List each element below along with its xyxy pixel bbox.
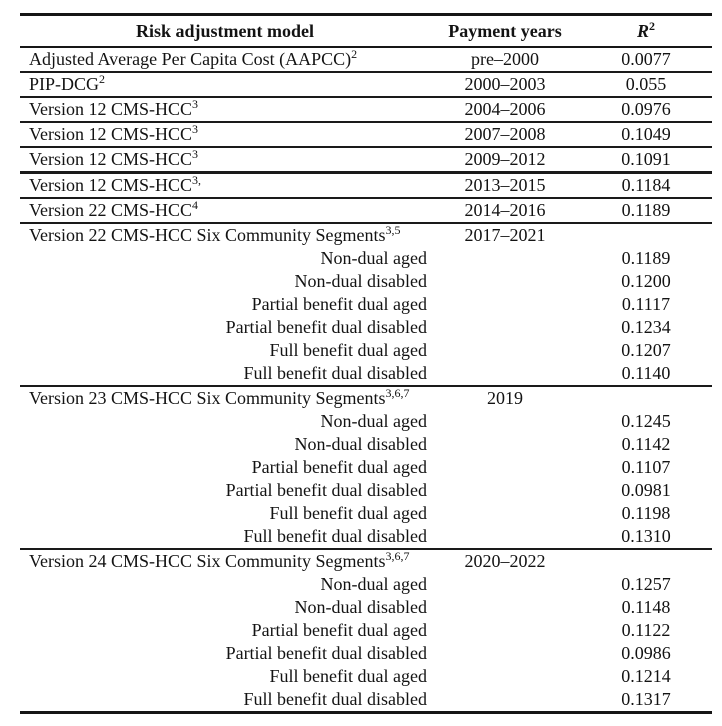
header-r2 (580, 15, 712, 48)
r2-superscript: 2 (649, 18, 655, 33)
r2-cell: 0.0077 (580, 47, 712, 72)
segment-row (20, 573, 712, 596)
segment-label-cell: Full benefit dual aged (269, 666, 427, 686)
payment-years-cell: 2004–2006 (430, 97, 580, 122)
model-label: Version 22 CMS-HCC Six Community Segments (29, 225, 386, 245)
segment-row (20, 525, 712, 549)
segment-label-cell: Non-dual disabled (294, 271, 427, 291)
model-cell (20, 223, 430, 247)
segment-label-cell: Partial benefit dual aged (251, 294, 427, 314)
footnote-sup: 3 (192, 97, 199, 111)
payment-years-cell: 2019 (487, 388, 523, 408)
segment-row (20, 410, 712, 433)
r2-cell: 0.1142 (621, 434, 671, 454)
payment-years-cell (430, 573, 580, 596)
footnote-sup: 3,6,7 (385, 549, 410, 563)
segment-row (20, 596, 712, 619)
payment-years-cell: pre–2000 (430, 47, 580, 72)
r2-cell: 0.1207 (621, 340, 671, 360)
model-label: Version 24 CMS-HCC Six Community Segments (29, 551, 386, 571)
payment-years-cell: 2007–2008 (430, 122, 580, 147)
risk-adjustment-table (20, 13, 712, 714)
r2-cell: 0.1200 (621, 271, 671, 291)
r2-cell: 0.1245 (621, 411, 671, 431)
footnote-sup: 3 (192, 122, 199, 136)
section-header-row (20, 549, 712, 573)
payment-years-cell (430, 410, 580, 433)
segment-row (20, 362, 712, 386)
model-cell (20, 198, 430, 223)
model-label: Version 12 CMS-HCC (29, 99, 193, 119)
section-header-row (20, 223, 712, 247)
r2-cell (580, 386, 712, 410)
r2-cell: 0.1214 (621, 666, 671, 686)
model-cell (20, 47, 430, 72)
segment-label-cell: Partial benefit dual disabled (225, 317, 427, 337)
footnote-sup: 2 (351, 47, 358, 61)
table-row (20, 173, 712, 199)
model-label: Version 12 CMS-HCC (29, 149, 193, 169)
payment-years-cell (430, 479, 580, 502)
model-cell (20, 72, 430, 97)
footnote-sup: 3,5 (385, 223, 401, 237)
segment-row (20, 270, 712, 293)
payment-years-cell (430, 433, 580, 456)
model-label: PIP-DCG (29, 74, 100, 94)
segment-label-cell: Partial benefit dual aged (251, 457, 427, 477)
segment-label-cell: Full benefit dual disabled (243, 689, 427, 709)
payment-years-cell: 2013–2015 (430, 173, 580, 199)
table-row (20, 72, 712, 97)
section-header-row (20, 386, 712, 410)
payment-years-cell (430, 270, 580, 293)
r2-cell: 0.1049 (580, 122, 712, 147)
segment-label-cell: Non-dual aged (320, 574, 427, 594)
segment-label-cell: Partial benefit dual disabled (225, 643, 427, 663)
header-model: Risk adjustment model (20, 15, 430, 48)
segment-label-cell: Full benefit dual aged (269, 503, 427, 523)
r2-cell: 0.055 (580, 72, 712, 97)
table-row (20, 198, 712, 223)
segment-row (20, 502, 712, 525)
payment-years-cell (430, 665, 580, 688)
segment-row (20, 293, 712, 316)
r2-cell: 0.0981 (621, 480, 671, 500)
r2-cell (580, 223, 712, 247)
r2-cell: 0.0976 (580, 97, 712, 122)
r2-cell: 0.1198 (621, 503, 671, 523)
footnote-sup: 3, (192, 173, 202, 187)
payment-years-cell (430, 596, 580, 619)
segment-label-cell: Non-dual aged (320, 248, 427, 268)
payment-years-cell (430, 619, 580, 642)
model-cell (20, 549, 430, 573)
model-label: Adjusted Average Per Capita Cost (AAPCC) (29, 49, 352, 69)
segment-label-cell: Full benefit dual disabled (20, 362, 430, 386)
payment-years-cell: 2009–2012 (430, 147, 580, 173)
payment-years-cell (430, 247, 580, 270)
model-cell (20, 97, 430, 122)
r2-cell: 0.1122 (621, 620, 671, 640)
footnote-sup: 3,6,7 (385, 386, 410, 400)
payment-years-cell (430, 339, 580, 362)
segment-row (20, 619, 712, 642)
table-body (20, 47, 712, 713)
payment-years-cell: 2020–2022 (464, 551, 546, 571)
payment-years-cell: 2014–2016 (430, 198, 580, 223)
payment-years-cell (430, 525, 580, 549)
footnote-sup: 2 (99, 72, 106, 86)
payment-years-cell (430, 293, 580, 316)
r2-cell: 0.1257 (621, 574, 671, 594)
segment-row (20, 433, 712, 456)
r2-cell: 0.1091 (580, 147, 712, 173)
model-label: Version 12 CMS-HCC (29, 124, 193, 144)
segment-row (20, 316, 712, 339)
segment-label-cell: Partial benefit dual aged (251, 620, 427, 640)
r2-cell: 0.1107 (621, 457, 671, 477)
segment-label-cell: Full benefit dual aged (269, 340, 427, 360)
segment-row (20, 688, 712, 713)
model-label: Version 12 CMS-HCC (29, 175, 193, 195)
r2-cell: 0.1317 (621, 689, 671, 709)
header-row (20, 15, 712, 48)
table-row (20, 147, 712, 173)
table-header (20, 15, 712, 48)
r2-cell: 0.1189 (580, 198, 712, 223)
segment-row (20, 479, 712, 502)
r2-cell: 0.1117 (621, 294, 671, 314)
r2-letter: R (636, 20, 649, 41)
table-row (20, 122, 712, 147)
r2-cell: 0.1310 (580, 525, 712, 549)
payment-years-cell: 2000–2003 (430, 72, 580, 97)
r2-cell: 0.1234 (621, 317, 671, 337)
segment-label-cell: Non-dual disabled (294, 434, 427, 454)
segment-label-cell: Full benefit dual disabled (20, 525, 430, 549)
r2-cell: 0.1140 (580, 362, 712, 386)
r2-cell: 0.1184 (580, 173, 712, 199)
segment-row (20, 642, 712, 665)
segment-label-cell: Partial benefit dual disabled (225, 480, 427, 500)
model-cell (20, 122, 430, 147)
footnote-sup: 3 (192, 147, 199, 161)
payment-years-cell (430, 502, 580, 525)
payment-years-cell: 2017–2021 (464, 225, 546, 245)
segment-label-cell: Non-dual aged (320, 411, 427, 431)
model-label: Version 23 CMS-HCC Six Community Segments (29, 388, 386, 408)
r2-cell: 0.0986 (621, 643, 671, 663)
model-label: Version 22 CMS-HCC (29, 200, 193, 220)
segment-label-cell: Non-dual disabled (294, 597, 427, 617)
r2-cell (580, 549, 712, 573)
r2-cell: 0.1148 (621, 597, 671, 617)
payment-years-cell (430, 362, 580, 386)
r2-cell: 0.1189 (621, 248, 671, 268)
model-cell (20, 386, 430, 410)
segment-row (20, 665, 712, 688)
model-cell (20, 173, 430, 199)
payment-years-cell (430, 316, 580, 339)
header-payment-years: Payment years (430, 15, 580, 48)
segment-row (20, 247, 712, 270)
payment-years-cell (430, 642, 580, 665)
payment-years-cell (430, 456, 580, 479)
segment-row (20, 456, 712, 479)
table-row (20, 47, 712, 72)
model-cell (20, 147, 430, 173)
footnote-sup: 4 (192, 198, 199, 212)
payment-years-cell (430, 688, 580, 713)
segment-row (20, 339, 712, 362)
table-row (20, 97, 712, 122)
